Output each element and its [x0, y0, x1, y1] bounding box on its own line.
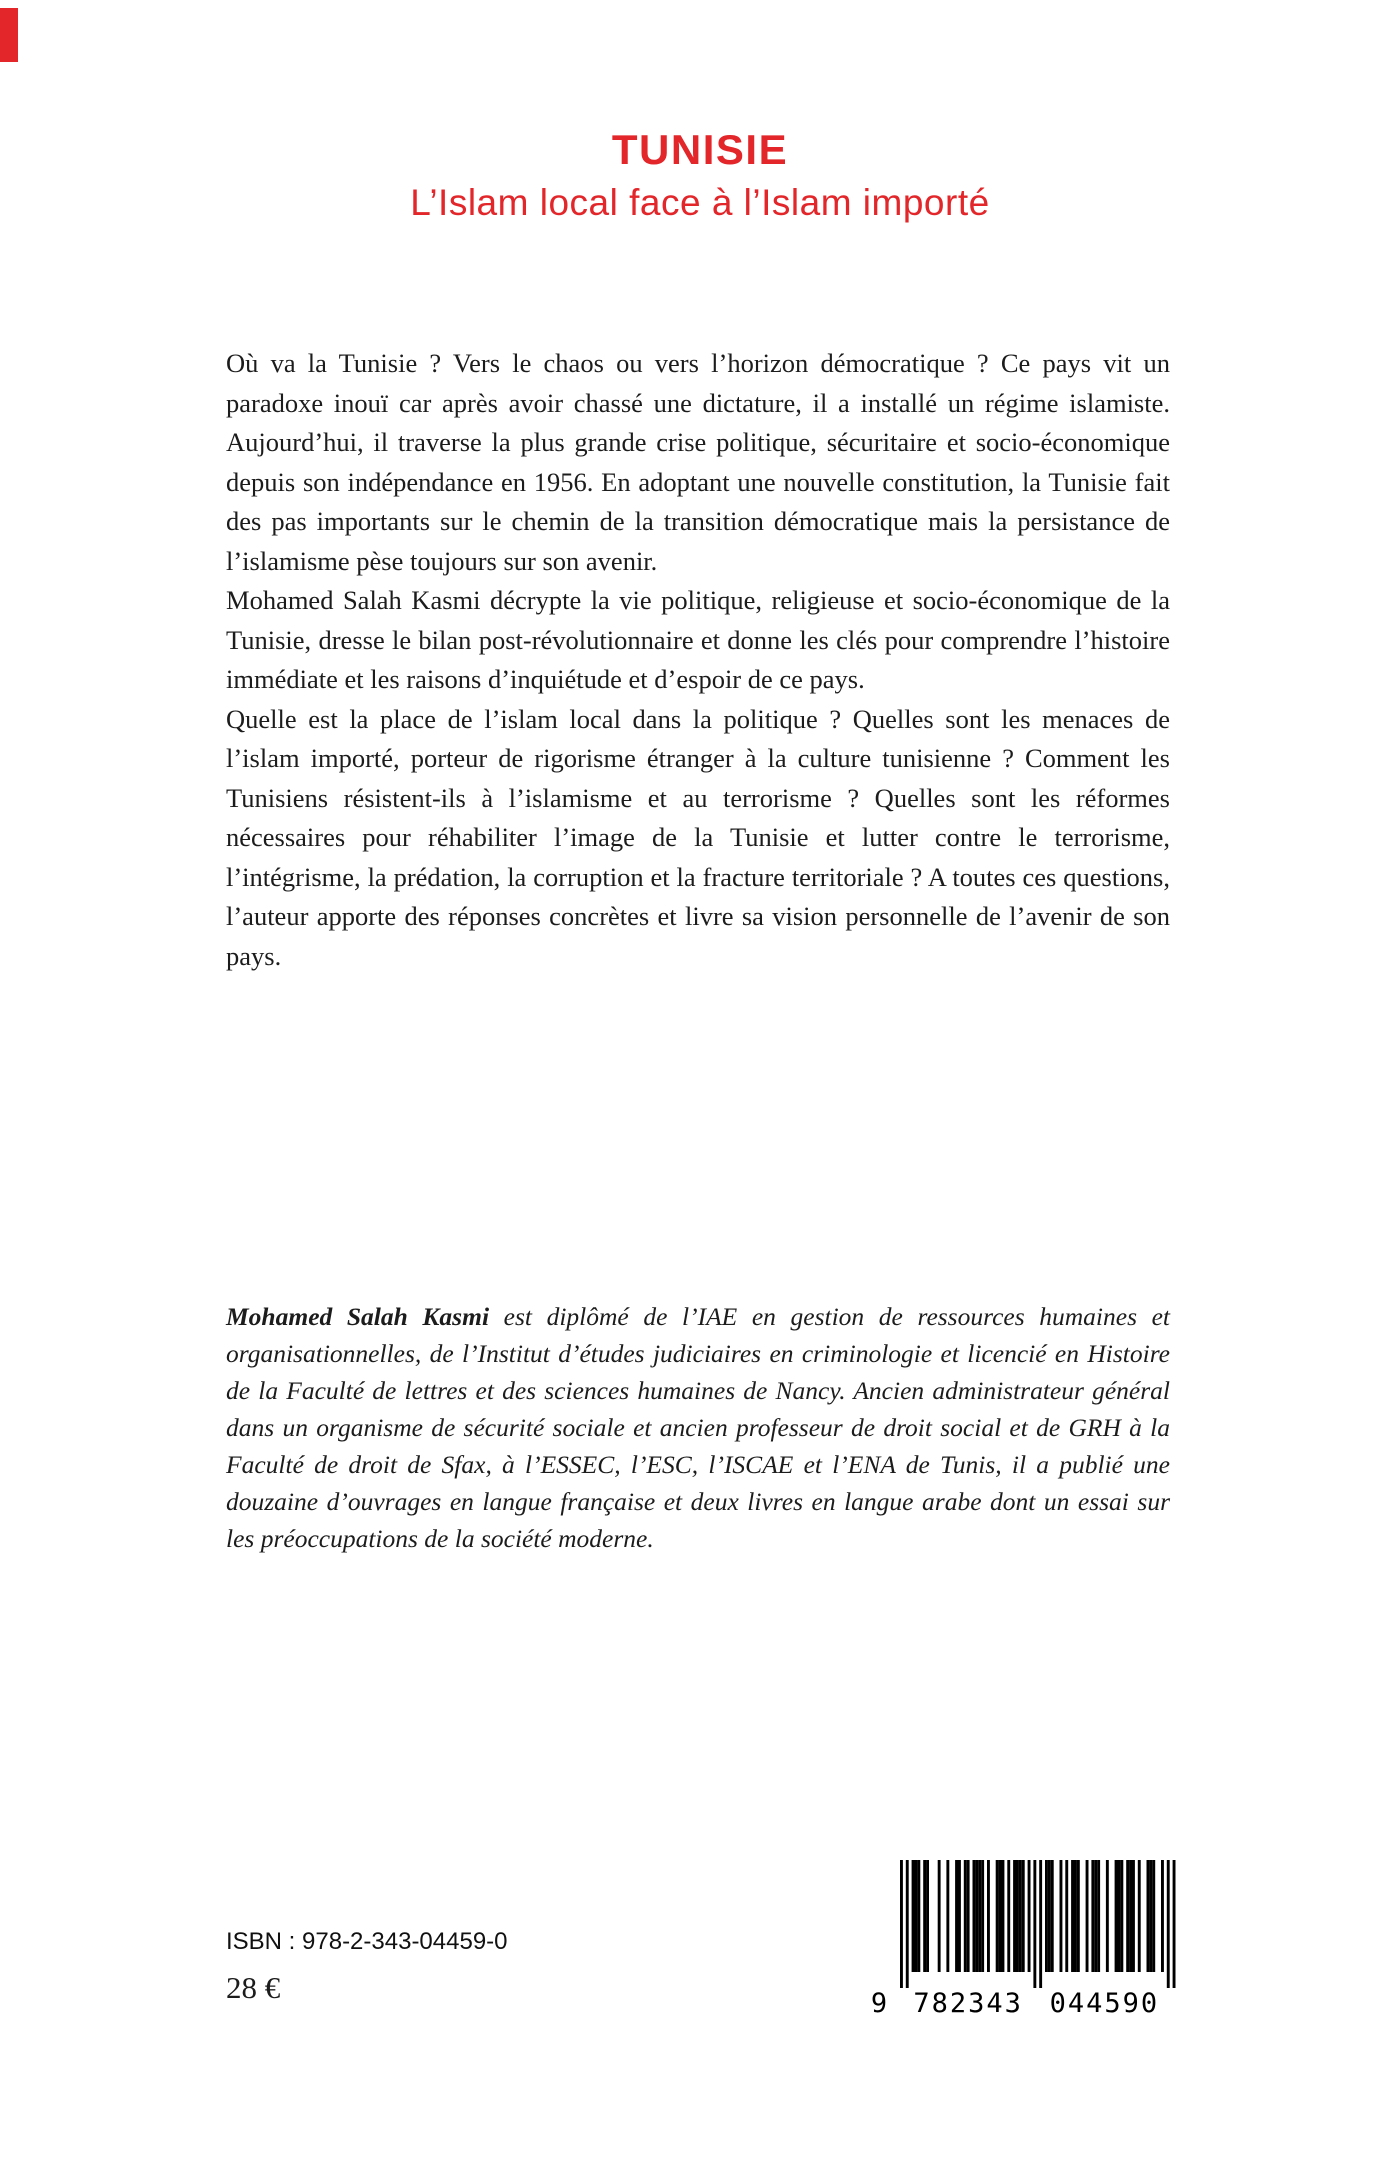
price-text: 28 €	[226, 1970, 281, 2005]
svg-text:9: 9	[870, 1988, 890, 2018]
synopsis-block	[226, 344, 1170, 976]
isbn-text: ISBN : 978-2-343-04459-0	[226, 1928, 508, 1955]
author-bio-text: est diplômé de l’IAE en gestion de ressources humaines et organisationnelles, de l’Institut d’études judiciaires en criminologie et licencié en Histoire de la Faculté de lettres et des sciences humaines de Nancy. Ancien administrateur général dans un organisme de sécurité sociale et ancien professeur de droit social et de GRH à la Faculté de droit de Sfax, à l’ESSEC, l’ESC, l’ISCAE et l’ENA de Tunis, il a publié une douzaine d’ouvrages en langue française et deux livres en langue arabe dont un essai sur les préoccupations de la société moderne.	[226, 1302, 1171, 1553]
book-title: TUNISIE	[611, 126, 789, 173]
book-subtitle: L’Islam local face à l’Islam importé	[410, 182, 990, 223]
ean13-barcode-svg	[866, 1860, 1196, 2018]
author-bio-paragraph	[226, 1298, 1170, 1557]
synopsis-paragraph: Quelle est la place de l’islam local dans la politique ? Quelles sont les menaces de l’islam importé, porteur de rigorisme étranger à la culture tunisienne ? Comment les Tunisiens résistent-ils à l’islamisme et au terrorisme ? Quelles sont les réformes nécessaires pour réhabiliter l’image de la Tunisie et lutter contre le terrorisme, l’intégrisme, la prédation, la corruption et la fracture territoriale ? A toutes ces questions, l’auteur apporte des réponses concrètes et livre sa vision personnelle de l’avenir de son pays.	[226, 703, 1170, 971]
synopsis-paragraph: Mohamed Salah Kasmi décrypte la vie politique, religieuse et socio-économique de la Tunisie, dresse le bilan post-révolutionnaire et donne les clés pour comprendre l’histoire immédiate et les raisons d’inquiétude et d’espoir de ce pays.	[226, 585, 1170, 694]
red-corner-mark	[0, 8, 18, 62]
ean13-barcode	[866, 1860, 1196, 2018]
svg-text:782343: 782343	[913, 1988, 1023, 2018]
synopsis-paragraph: Où va la Tunisie ? Vers le chaos ou vers l’horizon démocratique ? Ce pays vit un paradoxe inouï car après avoir chassé une dictature, il a installé un régime islamiste. Aujourd’hui, il traverse la plus grande crise politique, sécuritaire et socio-économique depuis son indépendance en 1956. En adoptant une nouvelle constitution, la Tunisie fait des pas importants sur le chemin de la transition démocratique mais la persistance de l’islamisme pèse toujours sur son avenir.	[226, 348, 1170, 576]
author-name: Mohamed Salah Kasmi	[226, 1302, 490, 1331]
svg-text:044590: 044590	[1049, 1988, 1160, 2018]
author-bio-block	[226, 1298, 1170, 1557]
title-block	[0, 126, 1400, 224]
